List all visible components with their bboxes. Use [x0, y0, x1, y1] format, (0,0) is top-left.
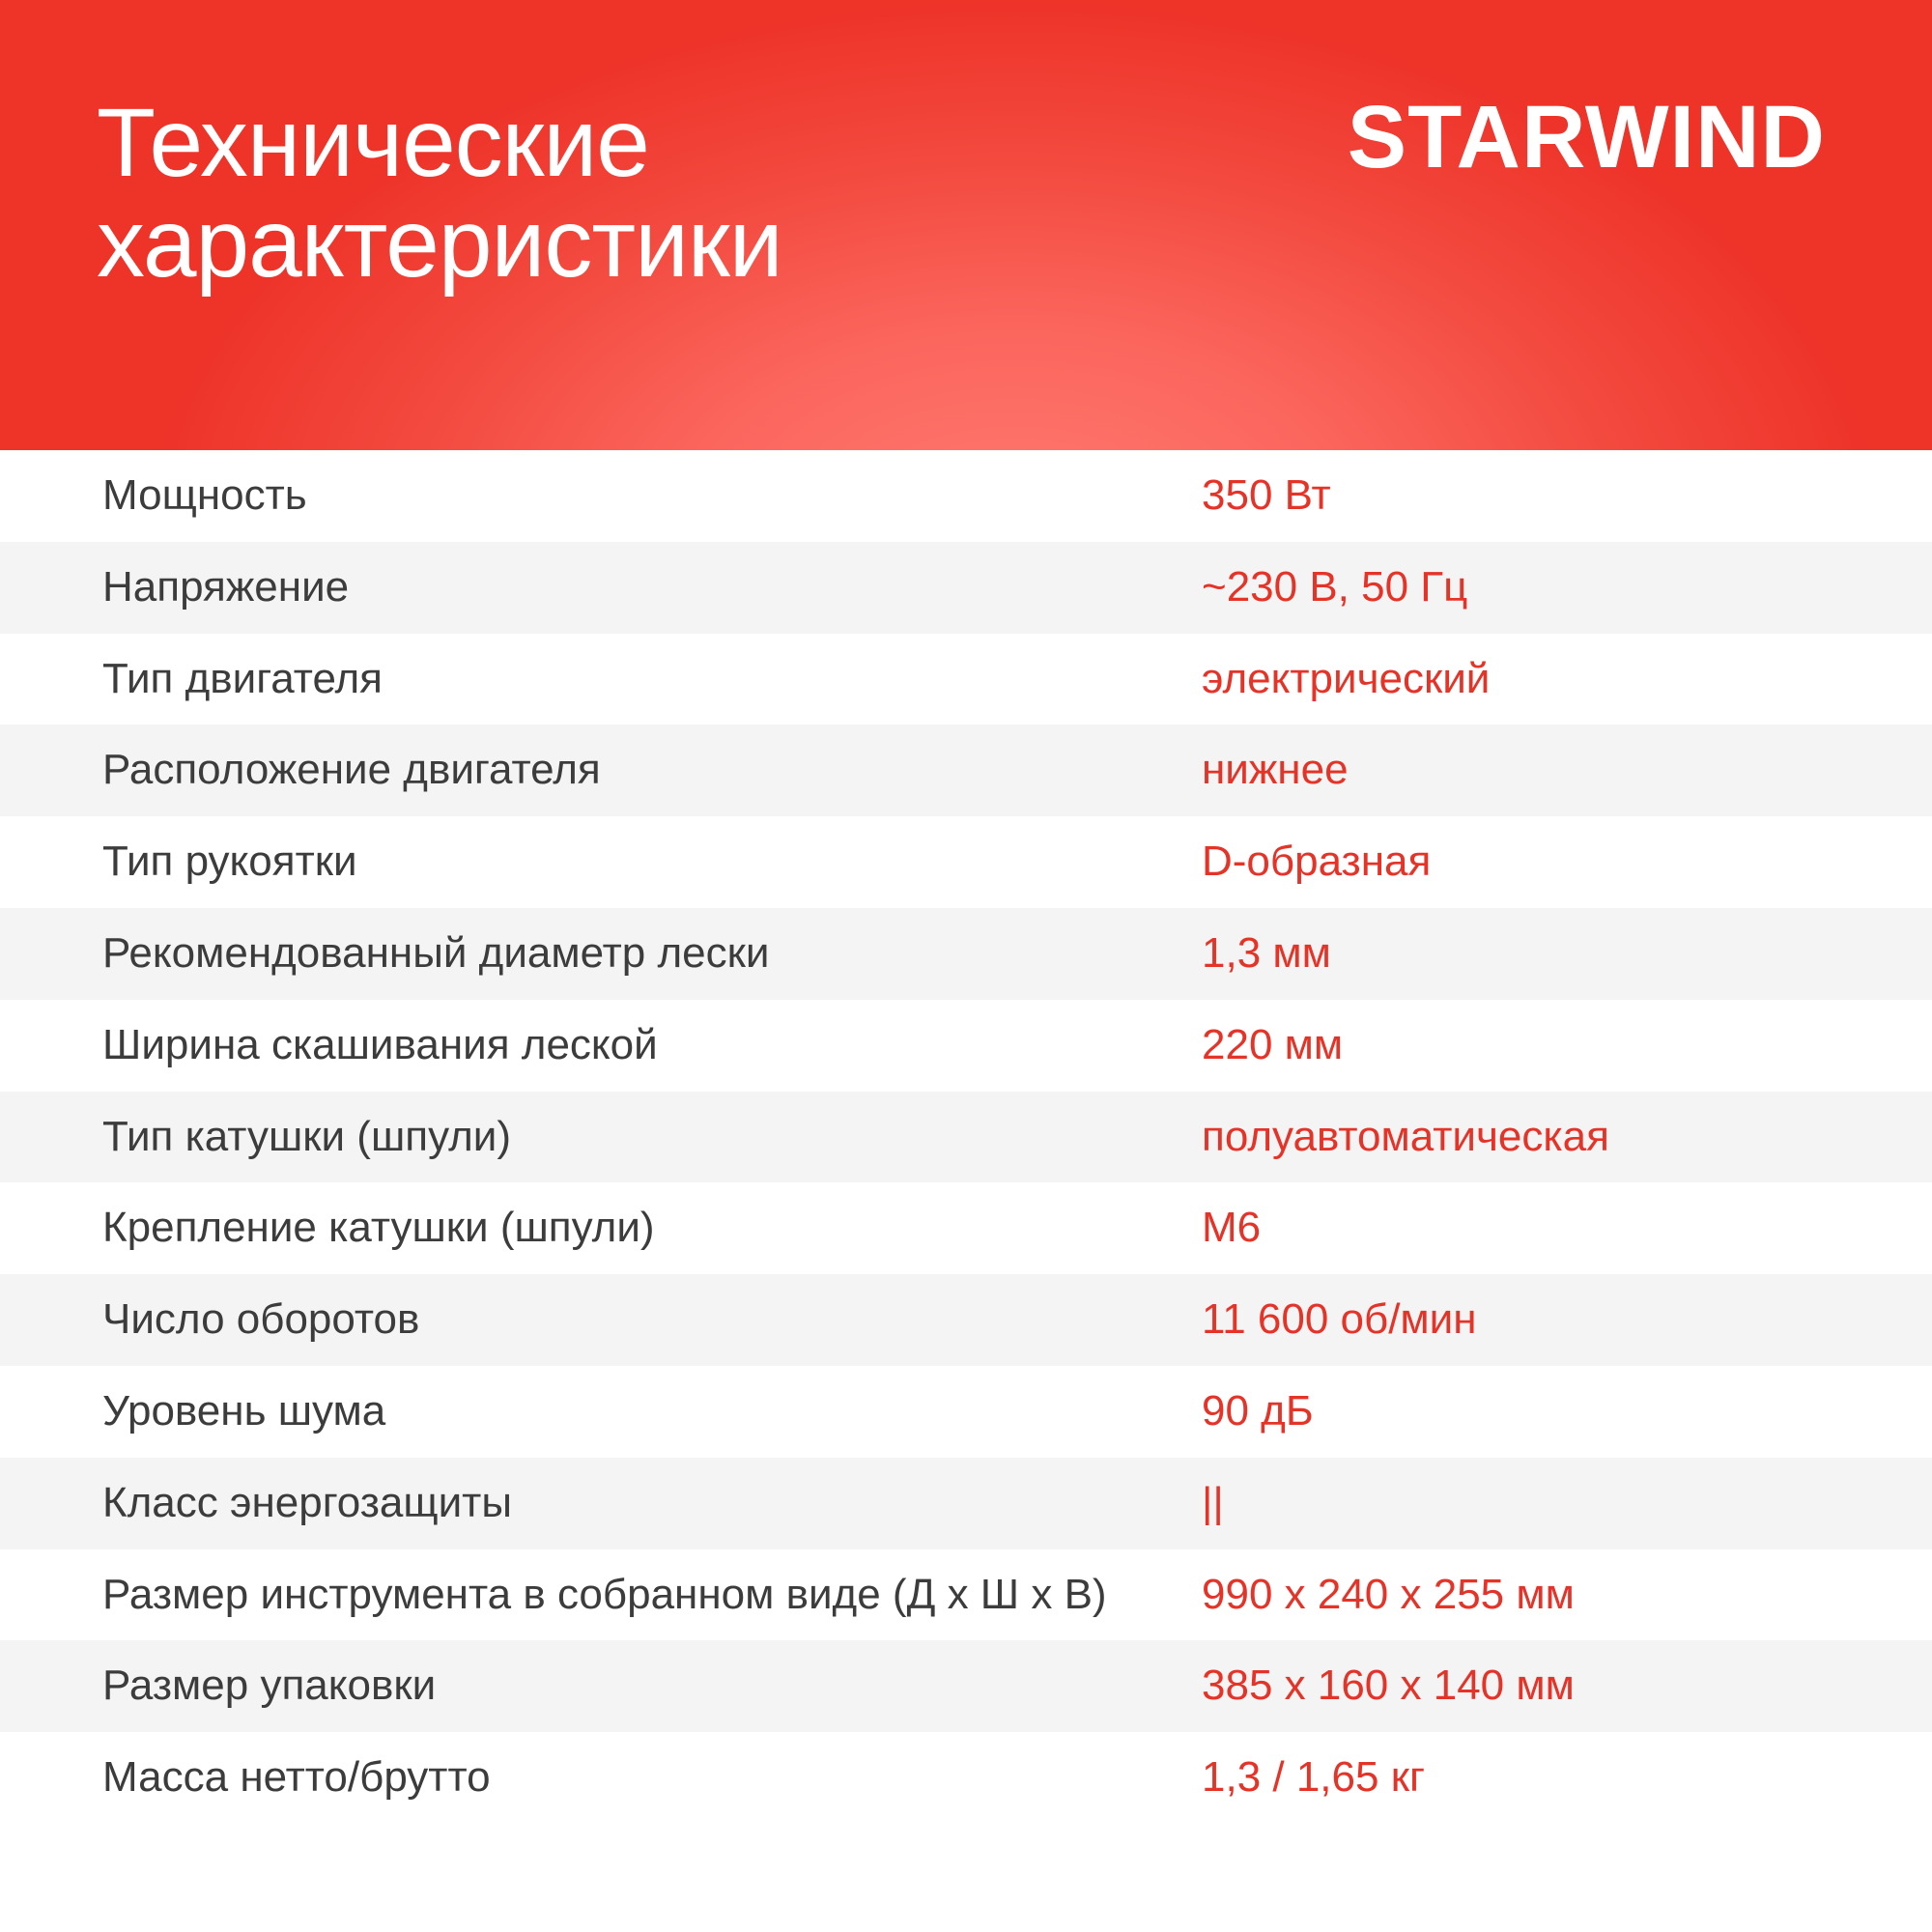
spec-label: Класс энергозащиты — [102, 1478, 512, 1526]
spec-value: ~230 В, 50 Гц — [1202, 562, 1468, 611]
spec-value: 1,3 мм — [1202, 928, 1331, 977]
spec-label: Напряжение — [102, 562, 350, 611]
spec-label: Ширина скашивания леской — [102, 1020, 658, 1068]
spec-value: 90 дБ — [1202, 1386, 1314, 1435]
spec-label: Тип двигателя — [102, 654, 383, 702]
spec-value: 220 мм — [1202, 1020, 1344, 1068]
spec-label: Масса нетто/брутто — [102, 1753, 491, 1802]
spec-value: 1,3 / 1,65 кг — [1202, 1753, 1425, 1802]
spec-row-spool-type — [0, 1092, 1932, 1183]
spec-table — [0, 450, 1932, 1824]
spec-value: 990 х 240 х 255 мм — [1202, 1570, 1575, 1618]
brand-logo: STARWIND — [1347, 88, 1826, 186]
spec-label: Размер инструмента в собранном виде (Д х Ш х В) — [102, 1570, 1107, 1618]
spec-label: Размер упаковки — [102, 1662, 437, 1710]
spec-value: 385 х 160 х 140 мм — [1202, 1662, 1575, 1710]
spec-value: нижнее — [1202, 746, 1349, 794]
spec-row-spool-mount — [0, 1182, 1932, 1274]
spec-row-power — [0, 450, 1932, 542]
page-title — [97, 89, 966, 298]
spec-row-motor-position — [0, 724, 1932, 816]
spec-row-voltage — [0, 542, 1932, 634]
spec-value: полуавтоматическая — [1202, 1112, 1609, 1160]
spec-value: || — [1202, 1478, 1224, 1526]
spec-row-tool-size — [0, 1549, 1932, 1641]
spec-row-motor-type — [0, 634, 1932, 725]
header-banner — [0, 0, 1932, 450]
page-title-line-1: Технические — [97, 89, 649, 197]
spec-row-package-size — [0, 1640, 1932, 1732]
spec-label: Число оборотов — [102, 1295, 420, 1344]
spec-value: электрический — [1202, 654, 1491, 702]
spec-label: Тип катушки (шпули) — [102, 1112, 512, 1160]
spec-label: Рекомендованный диаметр лески — [102, 928, 770, 977]
spec-row-weight — [0, 1732, 1932, 1824]
spec-value: 350 Вт — [1202, 471, 1331, 519]
page-title-line-2: характеристики — [97, 189, 782, 298]
spec-label: Тип рукоятки — [102, 838, 357, 886]
spec-value: D-образная — [1202, 838, 1432, 886]
spec-row-protection-class — [0, 1458, 1932, 1549]
spec-value: 11 600 об/мин — [1202, 1295, 1477, 1344]
spec-label: Уровень шума — [102, 1386, 386, 1435]
spec-label: Мощность — [102, 471, 307, 519]
spec-label: Расположение двигателя — [102, 746, 601, 794]
spec-label: Крепление катушки (шпули) — [102, 1204, 655, 1252]
spec-row-rpm — [0, 1274, 1932, 1366]
spec-row-cutting-width — [0, 1000, 1932, 1092]
spec-row-line-diameter — [0, 908, 1932, 1000]
spec-row-handle-type — [0, 816, 1932, 908]
spec-value: М6 — [1202, 1204, 1262, 1252]
spec-row-noise — [0, 1366, 1932, 1458]
